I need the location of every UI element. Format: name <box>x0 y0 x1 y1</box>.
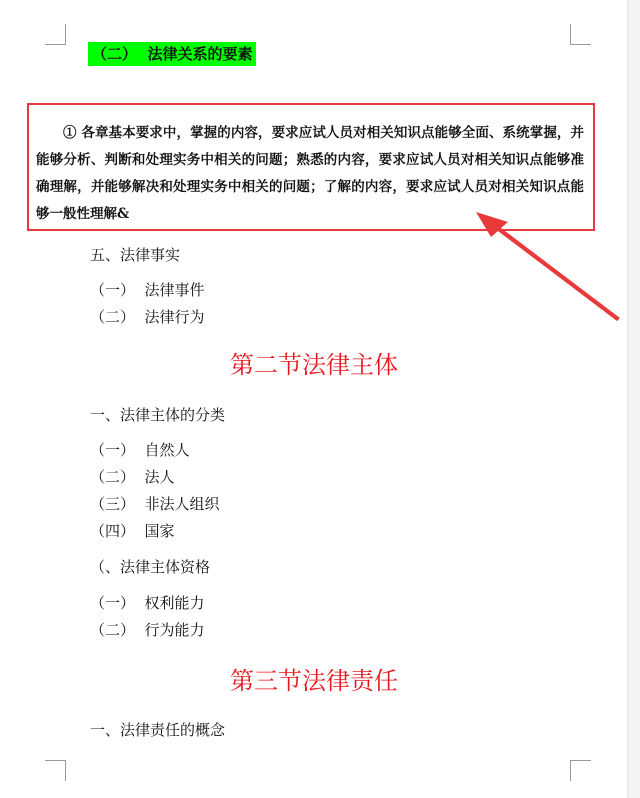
list-item: （一） 权利能力 <box>90 594 205 612</box>
requirement-note: ① 各章基本要求中，掌握的内容，要求应试人员对相关知识点能够全面、系统掌握，并能够分析、判断和处理实务中相关的问题；熟悉的内容，要求应试人员对相关知识点能够准确理解，并能够解决和处理实务中相关的问题；了解的内容，要求应试人员对相关知识点能够一般性理解& <box>36 125 584 222</box>
list-item: （三） 非法人组织 <box>90 495 220 513</box>
section-heading-legal-subject: 第二节法律主体 <box>230 351 398 379</box>
list-item: （二） 法律行为 <box>90 308 205 326</box>
section-heading-legal-liability: 第三节法律责任 <box>230 667 398 695</box>
heading-subject-qualification: （、法律主体资格 <box>90 558 211 576</box>
window-edge <box>627 0 640 798</box>
list-item: （一） 法律事件 <box>90 281 205 299</box>
heading-liability-concept: 一、法律责任的概念 <box>90 721 226 739</box>
highlighted-subheading: （二） 法律关系的要素 <box>88 42 256 66</box>
list-item: （一） 自然人 <box>90 441 190 459</box>
heading-legal-facts: 五、法律事实 <box>90 246 181 264</box>
heading-subject-classification: 一、法律主体的分类 <box>90 406 226 424</box>
list-item: （四） 国家 <box>90 522 175 540</box>
list-item: （二） 法人 <box>90 468 175 486</box>
list-item: （二） 行为能力 <box>90 621 205 639</box>
